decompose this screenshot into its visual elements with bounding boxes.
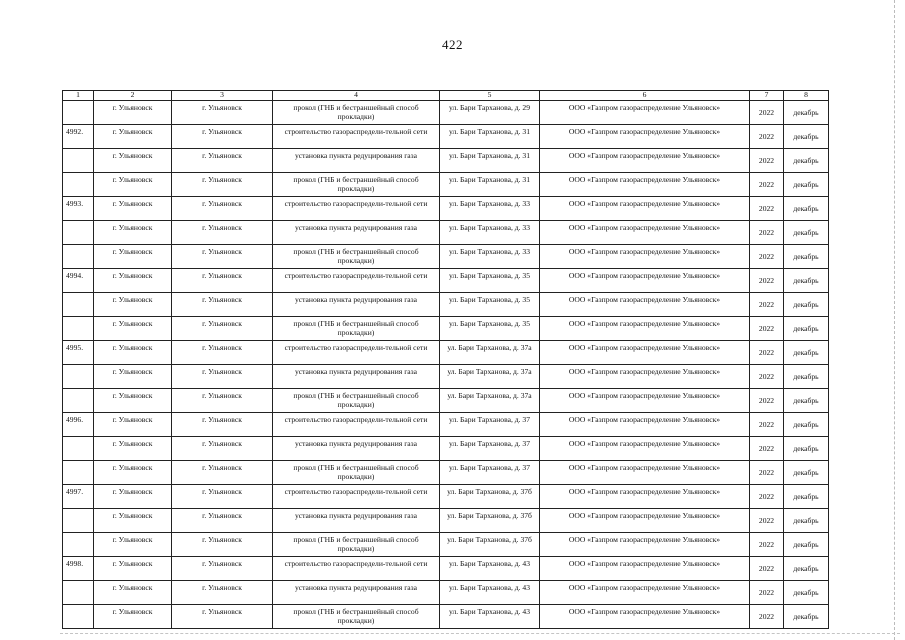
page-number: 422 [442,37,463,52]
cell-municipality: г. Ульяновск [172,389,273,413]
cell-address: ул. Бари Тарханова, д. 37 [440,461,540,485]
cell-month: декабрь [784,317,829,341]
table-row [63,509,829,533]
cell-address: ул. Бари Тарханова, д. 33 [440,197,540,221]
cell-work-type: установка пункта редуцирования газа [273,365,440,389]
cell-address: ул. Бари Тарханова, д. 43 [440,581,540,605]
cell-settlement: г. Ульяновск [94,341,172,365]
cell-month: декабрь [784,245,829,269]
cell-month: декабрь [784,557,829,581]
cell-municipality: г. Ульяновск [172,437,273,461]
cell-year: 2022 [750,125,784,149]
cell-settlement: г. Ульяновск [94,509,172,533]
cell-year: 2022 [750,389,784,413]
cell-year: 2022 [750,365,784,389]
cell-settlement: г. Ульяновск [94,533,172,557]
cell-settlement: г. Ульяновск [94,581,172,605]
cell-month: декабрь [784,485,829,509]
table-row [63,245,829,269]
cell-municipality: г. Ульяновск [172,605,273,629]
cell-settlement: г. Ульяновск [94,197,172,221]
cell-settlement: г. Ульяновск [94,317,172,341]
cell-organization: ООО «Газпром газораспределение Ульяновск» [540,293,750,317]
cell-municipality: г. Ульяновск [172,173,273,197]
table-row [63,365,829,389]
cell-work-type: установка пункта редуцирования газа [273,437,440,461]
cell-row-number: 4992. [63,125,94,149]
cell-year: 2022 [750,293,784,317]
cell-month: декабрь [784,509,829,533]
cell-row-number [63,293,94,317]
cell-organization: ООО «Газпром газораспределение Ульяновск» [540,173,750,197]
cell-organization: ООО «Газпром газораспределение Ульяновск» [540,509,750,533]
cell-work-type: прокол (ГНБ и бестраншейный способ прокладки) [273,533,440,557]
table-row [63,341,829,365]
cell-work-type: прокол (ГНБ и бестраншейный способ прокладки) [273,101,440,125]
cell-work-type: установка пункта редуцирования газа [273,293,440,317]
cell-work-type: установка пункта редуцирования газа [273,221,440,245]
cell-settlement: г. Ульяновск [94,221,172,245]
cell-organization: ООО «Газпром газораспределение Ульяновск» [540,461,750,485]
table-row [63,221,829,245]
cell-settlement: г. Ульяновск [94,125,172,149]
cell-address: ул. Бари Тарханова, д. 31 [440,149,540,173]
cell-address: ул. Бари Тарханова, д. 35 [440,269,540,293]
cell-address: ул. Бари Тарханова, д. 37а [440,389,540,413]
cell-address: ул. Бари Тарханова, д. 29 [440,101,540,125]
cell-organization: ООО «Газпром газораспределение Ульяновск» [540,365,750,389]
table-row [63,581,829,605]
cell-year: 2022 [750,581,784,605]
cell-row-number [63,389,94,413]
cell-work-type: строительство газораспредели-тельной сети [273,413,440,437]
cell-month: декабрь [784,461,829,485]
cell-municipality: г. Ульяновск [172,509,273,533]
table-body [63,101,829,629]
column-header: 8 [784,91,829,101]
cell-year: 2022 [750,485,784,509]
cell-municipality: г. Ульяновск [172,485,273,509]
cell-municipality: г. Ульяновск [172,413,273,437]
cell-work-type: строительство газораспредели-тельной сети [273,341,440,365]
cell-municipality: г. Ульяновск [172,149,273,173]
cell-year: 2022 [750,317,784,341]
cell-year: 2022 [750,509,784,533]
cell-work-type: установка пункта редуцирования газа [273,581,440,605]
cell-organization: ООО «Газпром газораспределение Ульяновск» [540,245,750,269]
cell-municipality: г. Ульяновск [172,461,273,485]
cell-municipality: г. Ульяновск [172,317,273,341]
cell-municipality: г. Ульяновск [172,197,273,221]
cell-month: декабрь [784,413,829,437]
cell-row-number [63,245,94,269]
cell-month: декабрь [784,605,829,629]
cell-address: ул. Бари Тарханова, д. 37а [440,341,540,365]
table-row [63,605,829,629]
cell-municipality: г. Ульяновск [172,533,273,557]
cell-settlement: г. Ульяновск [94,149,172,173]
cell-year: 2022 [750,605,784,629]
column-header: 2 [94,91,172,101]
table-row [63,437,829,461]
cell-organization: ООО «Газпром газораспределение Ульяновск» [540,605,750,629]
cell-year: 2022 [750,245,784,269]
cell-month: декабрь [784,293,829,317]
cell-address: ул. Бари Тарханова, д. 37б [440,485,540,509]
cell-year: 2022 [750,173,784,197]
cell-month: декабрь [784,221,829,245]
cell-municipality: г. Ульяновск [172,125,273,149]
table-row [63,317,829,341]
cell-work-type: прокол (ГНБ и бестраншейный способ прокладки) [273,461,440,485]
cell-organization: ООО «Газпром газораспределение Ульяновск» [540,149,750,173]
cell-work-type: установка пункта редуцирования газа [273,509,440,533]
cell-work-type: прокол (ГНБ и бестраншейный способ прокладки) [273,173,440,197]
cell-organization: ООО «Газпром газораспределение Ульяновск» [540,317,750,341]
cell-organization: ООО «Газпром газораспределение Ульяновск» [540,389,750,413]
cell-row-number [63,533,94,557]
cell-organization: ООО «Газпром газораспределение Ульяновск» [540,557,750,581]
table-row [63,461,829,485]
cell-settlement: г. Ульяновск [94,437,172,461]
cell-year: 2022 [750,461,784,485]
table-row [63,557,829,581]
cell-organization: ООО «Газпром газораспределение Ульяновск» [540,269,750,293]
column-header: 1 [63,91,94,101]
cell-year: 2022 [750,413,784,437]
cell-row-number [63,221,94,245]
cell-year: 2022 [750,149,784,173]
cell-organization: ООО «Газпром газораспределение Ульяновск» [540,101,750,125]
column-header: 3 [172,91,273,101]
cell-year: 2022 [750,341,784,365]
cell-organization: ООО «Газпром газораспределение Ульяновск» [540,197,750,221]
cell-row-number: 4994. [63,269,94,293]
cell-row-number: 4995. [63,341,94,365]
cell-municipality: г. Ульяновск [172,293,273,317]
table-row [63,413,829,437]
cell-month: декабрь [784,437,829,461]
cell-organization: ООО «Газпром газораспределение Ульяновск» [540,437,750,461]
cell-address: ул. Бари Тарханова, д. 33 [440,245,540,269]
cell-row-number [63,509,94,533]
cell-address: ул. Бари Тарханова, д. 31 [440,173,540,197]
cell-work-type: прокол (ГНБ и бестраншейный способ прокладки) [273,389,440,413]
table-row [63,293,829,317]
cell-address: ул. Бари Тарханова, д. 37б [440,533,540,557]
cell-address: ул. Бари Тарханова, д. 37б [440,509,540,533]
cell-address: ул. Бари Тарханова, д. 37а [440,365,540,389]
cell-year: 2022 [750,557,784,581]
cell-row-number: 4998. [63,557,94,581]
cell-row-number [63,173,94,197]
cell-settlement: г. Ульяновск [94,293,172,317]
cell-organization: ООО «Газпром газораспределение Ульяновск» [540,581,750,605]
cell-address: ул. Бари Тарханова, д. 43 [440,605,540,629]
cell-address: ул. Бари Тарханова, д. 31 [440,125,540,149]
cell-municipality: г. Ульяновск [172,557,273,581]
cell-settlement: г. Ульяновск [94,389,172,413]
cell-address: ул. Бари Тарханова, д. 33 [440,221,540,245]
table-row [63,197,829,221]
cell-row-number: 4997. [63,485,94,509]
cell-municipality: г. Ульяновск [172,365,273,389]
cell-settlement: г. Ульяновск [94,245,172,269]
scan-edge [60,632,900,634]
cell-organization: ООО «Газпром газораспределение Ульяновск» [540,485,750,509]
cell-row-number [63,437,94,461]
cell-municipality: г. Ульяновск [172,245,273,269]
table-row [63,149,829,173]
cell-row-number [63,101,94,125]
cell-month: декабрь [784,533,829,557]
cell-month: декабрь [784,125,829,149]
cell-row-number [63,605,94,629]
cell-address: ул. Бари Тарханова, д. 43 [440,557,540,581]
cell-settlement: г. Ульяновск [94,413,172,437]
cell-address: ул. Бари Тарханова, д. 35 [440,317,540,341]
cell-month: декабрь [784,341,829,365]
cell-organization: ООО «Газпром газораспределение Ульяновск» [540,413,750,437]
cell-organization: ООО «Газпром газораспределение Ульяновск» [540,341,750,365]
cell-settlement: г. Ульяновск [94,101,172,125]
column-header: 6 [540,91,750,101]
cell-year: 2022 [750,269,784,293]
cell-settlement: г. Ульяновск [94,605,172,629]
table-row [63,269,829,293]
cell-municipality: г. Ульяновск [172,221,273,245]
table-row [63,485,829,509]
table-row [63,389,829,413]
header-row [63,91,829,101]
cell-month: декабрь [784,389,829,413]
cell-row-number: 4993. [63,197,94,221]
cell-row-number [63,365,94,389]
cell-organization: ООО «Газпром газораспределение Ульяновск» [540,533,750,557]
cell-work-type: строительство газораспредели-тельной сети [273,485,440,509]
cell-settlement: г. Ульяновск [94,485,172,509]
table-row [63,125,829,149]
cell-row-number [63,317,94,341]
cell-year: 2022 [750,437,784,461]
cell-work-type: строительство газораспредели-тельной сети [273,557,440,581]
table-row [63,533,829,557]
scan-edge [893,0,895,640]
cell-work-type: строительство газораспредели-тельной сети [273,197,440,221]
cell-organization: ООО «Газпром газораспределение Ульяновск» [540,221,750,245]
cell-municipality: г. Ульяновск [172,581,273,605]
cell-month: декабрь [784,581,829,605]
cell-settlement: г. Ульяновск [94,173,172,197]
cell-settlement: г. Ульяновск [94,365,172,389]
cell-municipality: г. Ульяновск [172,269,273,293]
cell-municipality: г. Ульяновск [172,101,273,125]
cell-row-number [63,461,94,485]
cell-work-type: строительство газораспредели-тельной сети [273,269,440,293]
cell-month: декабрь [784,101,829,125]
cell-work-type: прокол (ГНБ и бестраншейный способ прокладки) [273,605,440,629]
cell-row-number [63,149,94,173]
cell-month: декабрь [784,269,829,293]
cell-year: 2022 [750,197,784,221]
cell-address: ул. Бари Тарханова, д. 37 [440,413,540,437]
cell-work-type: строительство газораспредели-тельной сети [273,125,440,149]
cell-organization: ООО «Газпром газораспределение Ульяновск» [540,125,750,149]
cell-year: 2022 [750,221,784,245]
cell-year: 2022 [750,101,784,125]
cell-municipality: г. Ульяновск [172,341,273,365]
cell-address: ул. Бари Тарханова, д. 35 [440,293,540,317]
table-row [63,101,829,125]
cell-month: декабрь [784,365,829,389]
cell-address: ул. Бари Тарханова, д. 37 [440,437,540,461]
works-table [62,90,829,629]
cell-settlement: г. Ульяновск [94,461,172,485]
column-header: 5 [440,91,540,101]
cell-row-number: 4996. [63,413,94,437]
column-header: 7 [750,91,784,101]
column-header: 4 [273,91,440,101]
cell-work-type: установка пункта редуцирования газа [273,149,440,173]
cell-settlement: г. Ульяновск [94,269,172,293]
cell-work-type: прокол (ГНБ и бестраншейный способ прокладки) [273,245,440,269]
cell-year: 2022 [750,533,784,557]
cell-month: декабрь [784,149,829,173]
cell-work-type: прокол (ГНБ и бестраншейный способ прокладки) [273,317,440,341]
cell-row-number [63,581,94,605]
table-row [63,173,829,197]
cell-month: декабрь [784,173,829,197]
cell-settlement: г. Ульяновск [94,557,172,581]
cell-month: декабрь [784,197,829,221]
